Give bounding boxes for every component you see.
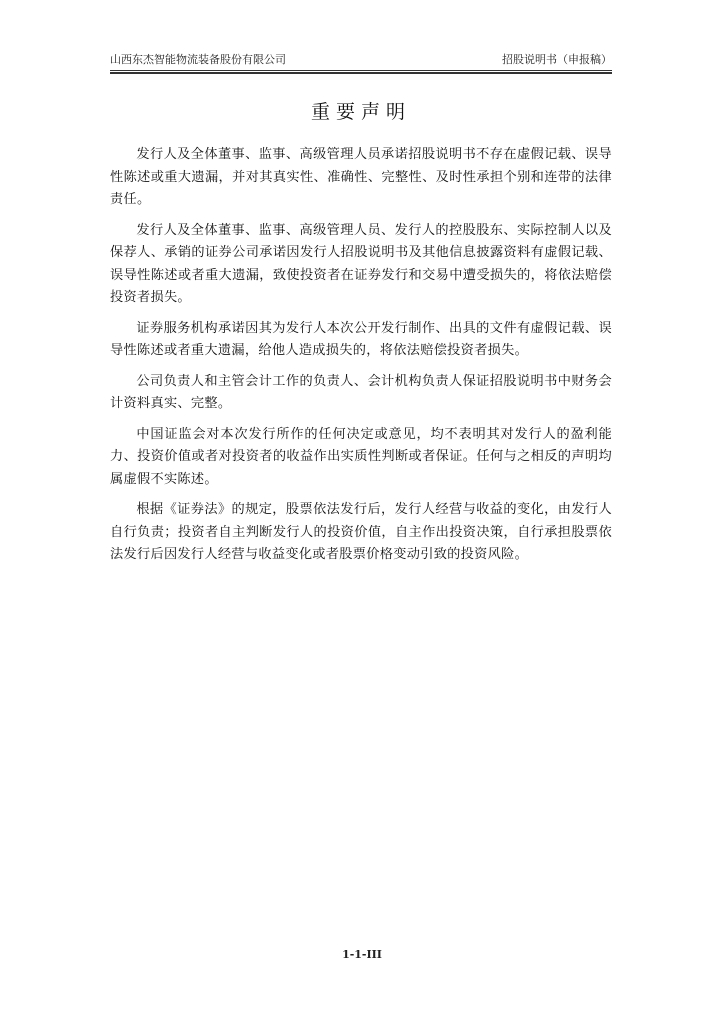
header-rule-thick — [110, 72, 612, 74]
page-header — [110, 50, 612, 70]
statement-paragraph-2: 发行人及全体董事、监事、高级管理人员、发行人的控股股东、实际控制人以及保荐人、承销的证券公司承诺因发行人招股说明书及其他信息披露资料有虚假记载、误导性陈述或者重大遗漏，致使投资者在证券发行和交易中遭受损失的，将依法赔偿投资者损失。 — [110, 222, 612, 305]
statement-paragraph-5: 中国证监会对本次发行所作的任何决定或意见，均不表明其对发行人的盈利能力、投资价值或者对投资者的收益作出实质性判断或者保证。任何与之相反的声明均属虚假不实陈述。 — [110, 426, 612, 487]
statement-paragraph-4: 公司负责人和主管会计工作的负责人、会计机构负责人保证招股说明书中财务会计资料真实、完整。 — [110, 373, 612, 411]
page-title: 重要声明 — [310, 101, 411, 123]
header-company-name: 山西东杰智能物流装备股份有限公司 — [110, 53, 286, 66]
statement-body — [110, 144, 612, 575]
statement-paragraph-6: 根据《证券法》的规定，股票依法发行后，发行人经营与收益的变化，由发行人自行负责；投资者自主判断发行人的投资价值，自主作出投资决策，自行承担股票依法发行后因发行人经营与收益变化或者股票价格变动引致的投资风险。 — [110, 502, 612, 562]
header-rule-thin — [110, 70, 612, 71]
statement-paragraph-3: 证券服务机构承诺因其为发行人本次公开发行制作、出具的文件有虚假记载、误导性陈述或者重大遗漏，给他人造成损失的，将依法赔偿投资者损失。 — [110, 320, 612, 358]
page-number: 1-1-III — [342, 948, 382, 961]
header-document-type: 招股说明书（申报稿） — [502, 53, 612, 66]
statement-paragraph-1: 发行人及全体董事、监事、高级管理人员承诺招股说明书不存在虚假记载、误导性陈述或重大遗漏，并对其真实性、准确性、完整性、及时性承担个别和连带的法律责任。 — [110, 147, 612, 207]
